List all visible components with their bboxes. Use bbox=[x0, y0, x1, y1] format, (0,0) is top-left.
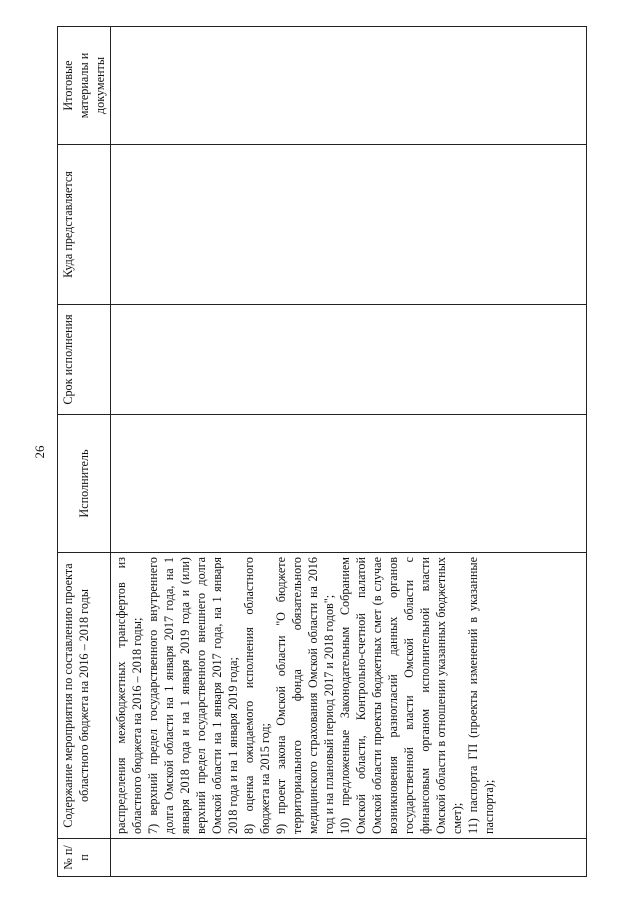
header-where: Куда представляется bbox=[58, 145, 111, 305]
header-term: Срок исполнения bbox=[58, 305, 111, 415]
page-number: 26 bbox=[32, 445, 47, 459]
content-line: 8) оценка ожидаемого исполнения областного бюджета на 2015 год; bbox=[242, 557, 272, 834]
rotated-table-wrapper bbox=[57, 27, 587, 877]
table-header-row bbox=[58, 27, 111, 877]
content-line: 11) паспорта ГП (проекты изменений в указанные паспорта); bbox=[466, 557, 496, 834]
header-num: № п/п bbox=[58, 839, 111, 877]
header-executor: Исполнитель bbox=[58, 415, 111, 553]
content-line: распределения межбюджетных трансфертов из областного бюджета на 2016 – 2018 годы; bbox=[114, 557, 144, 834]
content-line: 7) верхний предел государственного внутреннего долга Омской области на 1 января 2017 года, на 1 января 2018 года и на 1 января 2019 года и (или) верхний предел государственного внешнего долга Омской области на 1 января 2017 года, на 1 января 2018 года и на 1 января 2019 года; bbox=[146, 557, 240, 834]
cell-results bbox=[111, 27, 587, 145]
cell-num bbox=[111, 839, 587, 877]
cell-where bbox=[111, 145, 587, 305]
header-results: Итоговые материалы и документы bbox=[58, 27, 111, 145]
content-line: 9) проект закона Омской области "О бюджете территориального фонда обязательного медицинского страхования Омской области на 2016 год и на плановый период 2017 и 2018 годов"; bbox=[274, 557, 336, 834]
header-content: Содержание мероприятия по составлению проекта областного бюджета на 2016 – 2018 годы bbox=[58, 553, 111, 839]
cell-content bbox=[111, 553, 587, 839]
cell-term bbox=[111, 305, 587, 415]
budget-plan-table bbox=[57, 26, 587, 877]
content-line: 10) предложенные Законодательным Собранием Омской области, Контрольно-счетной палатой Омской области проекты бюджетных смет (в случае возникновения разногласий данных органов государственной власти Омской области с финансовым органом исполнительной власти Омской области в отношении указанных бюджетных смет); bbox=[338, 557, 464, 834]
table-row bbox=[111, 27, 587, 877]
cell-executor bbox=[111, 415, 587, 553]
